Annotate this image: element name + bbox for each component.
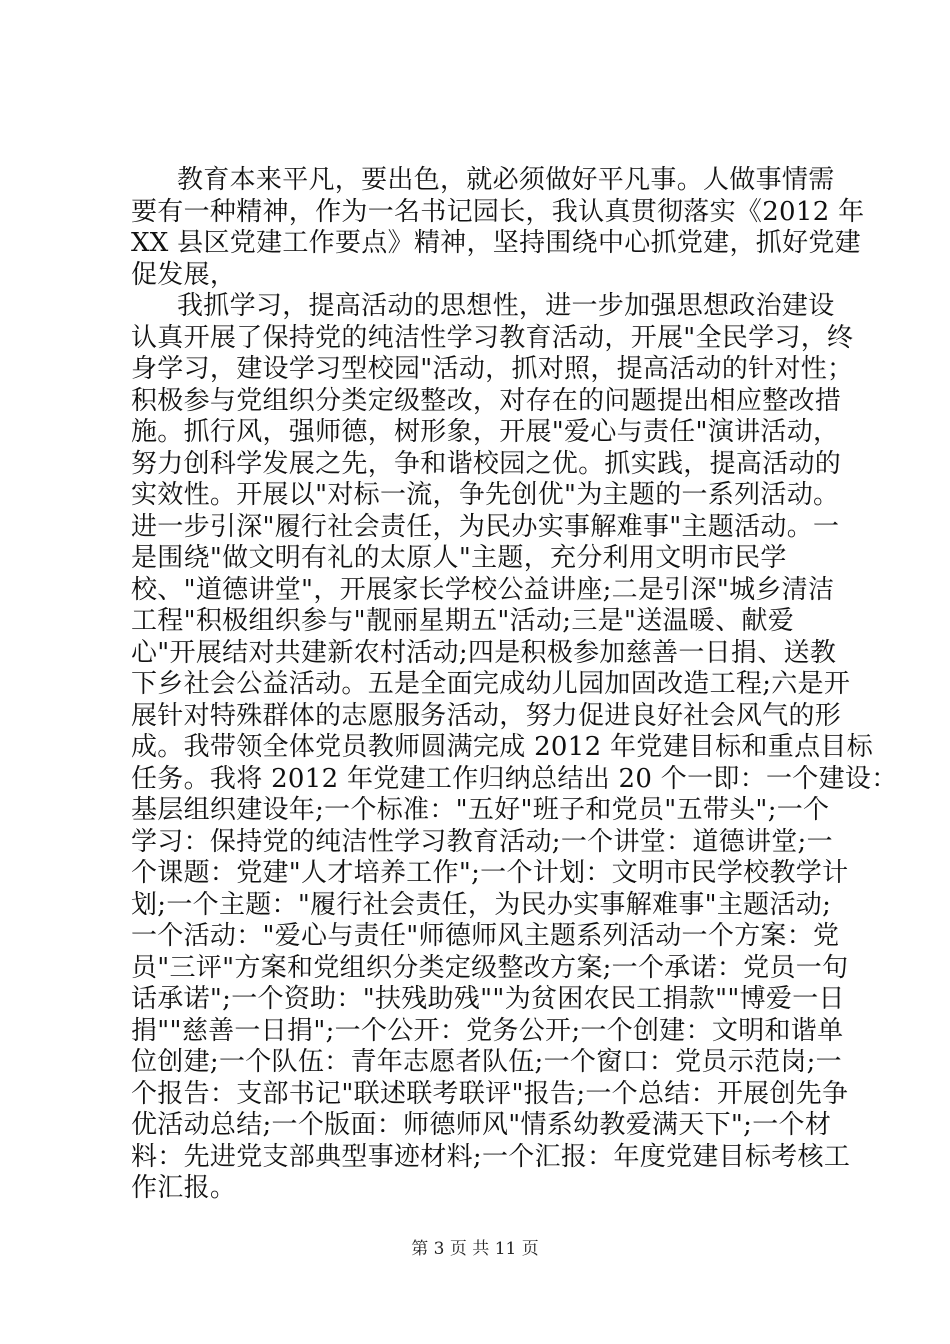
body-text-line: 学习：保持党的纯洁性学习教育活动;一个讲堂：道德讲堂;一 [131, 826, 833, 857]
body-text-line: 认真开展了保持党的纯洁性学习教育活动，开展"全民学习，终 [131, 322, 854, 353]
body-text-line: 进一步引深"履行社会责任，为民办实事解难事"主题活动。一 [131, 511, 840, 542]
body-text-line: 教育本来平凡，要出色，就必须做好平凡事。人做事情需 [177, 165, 835, 195]
body-text-line: 施。抓行风，强师德，树形象，开展"爱心与责任"演讲活动， [131, 417, 840, 447]
body-text-line: 工程"积极组织参与"靓丽星期五"活动;三是"送温暖、献爱 [131, 606, 794, 636]
body-text-line: 积极参与党组织分类定级整改，对存在的问题提出相应整改措 [131, 385, 842, 416]
body-text-line: 个课题：党建"人才培养工作";一个计划：文明市民学校教学计 [131, 858, 849, 888]
body-text-line: 料：先进党支部典型事迹材料;一个汇报：年度党建目标考核工 [131, 1141, 851, 1172]
body-text-line: 划;一个主题："履行社会责任，为民办实事解难事"主题活动; [131, 889, 832, 920]
body-text-line: 是围绕"做文明有礼的太原人"主题，充分利用文明市民学 [131, 543, 787, 573]
body-text-line: 一个活动："爱心与责任"师德师风主题系列活动一个方案：党 [131, 921, 840, 951]
body-text-line: 话承诺";一个资助："扶残助残""为贫困农民工捐款""博爱一日 [131, 984, 845, 1014]
body-text-line: XX 县区党建工作要点》精神，坚持围绕中心抓党建，抓好党建 [131, 228, 861, 258]
body-text-line: 展针对特殊群体的志愿服务活动，努力促进良好社会风气的形 [131, 700, 842, 731]
body-text-line: 任务。我将 2012 年党建工作归纳总结出 20 个一即：一个建设： [131, 763, 898, 794]
body-text-line: 个报告：支部书记"联述联考联评"报告;一个总结：开展创先争 [131, 1078, 849, 1109]
body-text-line: 努力创科学发展之先，争和谐校园之优。抓实践，提高活动的 [131, 448, 842, 479]
body-text-line: 优活动总结;一个版面：师德师风"情系幼教爱满天下";一个材 [131, 1110, 832, 1140]
body-text-line: 实效性。开展以"对标一流，争先创优"为主题的一系列活动。 [131, 480, 840, 510]
body-text-line: 校、"道德讲堂"，开展家长学校公益讲座;二是引深"城乡清洁 [131, 574, 835, 605]
body-text-line: 促发展， [131, 259, 237, 290]
body-text-line: 作汇报。 [131, 1173, 237, 1203]
page-number-footer: 第 3 页 共 11 页 [411, 1238, 539, 1259]
body-text-line: 位创建;一个队伍：青年志愿者队伍;一个窗口：党员示范岗;一 [131, 1047, 842, 1077]
body-text-line: 要有一种精神，作为一名书记园长，我认真贯彻落实《2012 年 [131, 196, 865, 227]
body-text-line: 成。我带领全体党员教师圆满完成 2012 年党建目标和重点目标 [131, 732, 873, 762]
body-text-line: 员"三评"方案和党组织分类定级整改方案;一个承诺：党员一句 [131, 952, 849, 983]
body-text-line: 我抓学习，提高活动的思想性，进一步加强思想政治建设 [177, 291, 835, 321]
body-text-line: 捐""慈善一日捐";一个公开：党务公开;一个创建：文明和谐单 [131, 1015, 844, 1046]
body-text-line: 心"开展结对共建新农村活动;四是积极参加慈善一日捐、送教 [131, 637, 837, 668]
body-text-line: 基层组织建设年;一个标准："五好"班子和党员"五带头";一个 [131, 795, 830, 825]
body-text-line: 身学习，建设学习型校园"活动，抓对照，提高活动的针对性； [131, 354, 854, 384]
body-text-line: 下乡社会公益活动。五是全面完成幼儿园加固改造工程;六是开 [131, 669, 851, 699]
